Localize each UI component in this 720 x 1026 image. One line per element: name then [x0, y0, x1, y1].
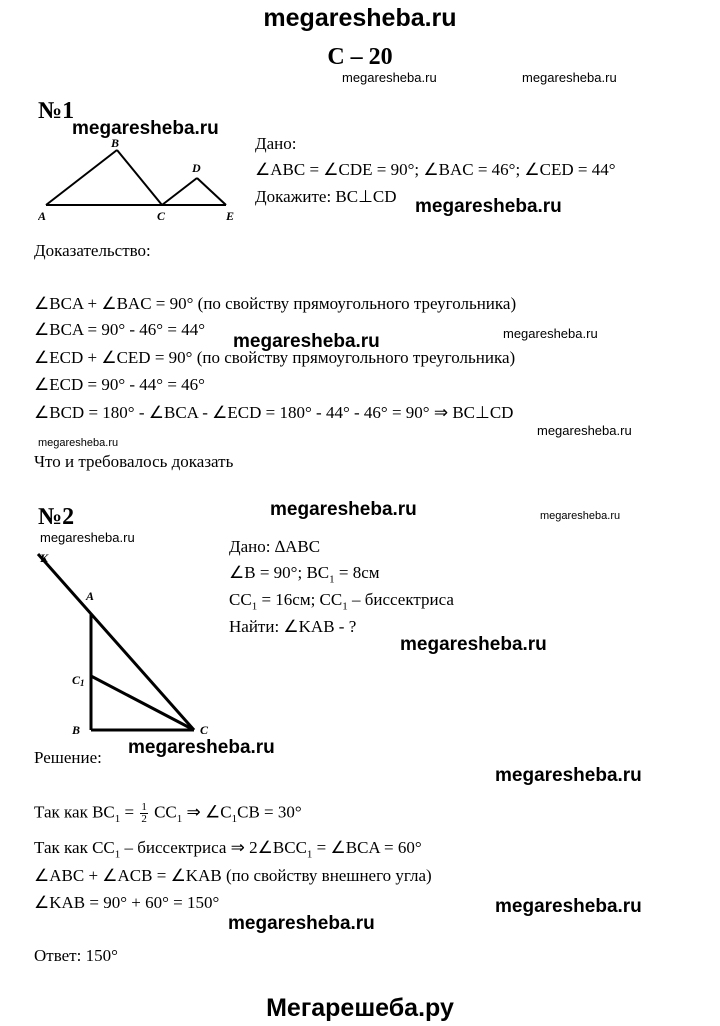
task1-proof-line: ∠BCD = 180° - ∠BCA - ∠ECD = 180° - 44° - 46° = 90° ⇒ BC⊥CD [34, 403, 514, 422]
task2-number: №2 [38, 504, 75, 530]
watermark: megaresheba.ru [415, 196, 562, 217]
task2-given-line1: ∠B = 90°; $BC_1 = 8см$ [229, 563, 380, 586]
label-d: D [192, 161, 201, 175]
segment-de [197, 178, 226, 205]
task2-solution-line4: ∠KAB = 90° + 60° = 150° [34, 893, 220, 912]
task1-proof-line: ∠BCA + ∠BAC = 90° (по свойству прямоугольного треугольника) [34, 294, 517, 313]
watermark: megaresheba.ru [72, 118, 219, 139]
task1-conclusion: Что и требовалось доказать [34, 452, 234, 471]
watermark: megaresheba.ru [38, 437, 119, 449]
task2-solution-label: Решение: [34, 748, 102, 767]
site-footer[interactable]: Мегарешеба.ру [266, 994, 454, 1022]
label-b: B [111, 136, 120, 150]
label-c: C [200, 723, 209, 737]
segment-bc [117, 150, 162, 205]
watermark: megaresheba.ru [503, 326, 598, 341]
segment-c1c [91, 676, 194, 730]
watermark: megaresheba.ru [537, 423, 632, 438]
watermark: megaresheba.ru [495, 765, 642, 786]
watermark: megaresheba.ru [270, 499, 417, 520]
watermark: megaresheba.ru [342, 70, 437, 85]
task1-prove: Докажите: BC⊥CD [255, 187, 397, 206]
label-a: A [38, 209, 47, 222]
site-header[interactable]: megaresheba.ru [263, 4, 457, 32]
section-title: С – 20 [327, 44, 393, 70]
segment-kc [38, 554, 194, 730]
watermark: megaresheba.ru [233, 331, 380, 352]
watermark: megaresheba.ru [522, 70, 617, 85]
label-a: A [86, 589, 95, 603]
task1-given-label: Дано: [255, 134, 297, 153]
task2-figure [30, 548, 220, 740]
task1-proof-line: ∠BCA = 90° - 46° = 44° [34, 320, 205, 339]
label-b: B [72, 723, 81, 737]
task1-proof-label: Доказательство: [34, 241, 151, 260]
label-c: C [157, 209, 166, 222]
watermark: megaresheba.ru [128, 737, 275, 758]
segment-ab [46, 150, 117, 205]
task2-answer: Ответ: 150° [34, 946, 118, 965]
watermark: megaresheba.ru [228, 913, 375, 934]
label-e: E [226, 209, 235, 222]
watermark: megaresheba.ru [40, 530, 135, 545]
label-c1: C1 [72, 673, 85, 688]
task2-given-label: Дано: ∆ABC [229, 537, 321, 556]
fraction-one-half: $\frac{1}{2}$ [141, 801, 147, 825]
task1-given: ∠ABC = ∠CDE = 90°; ∠BAC = 46°; ∠CED = 44° [255, 160, 616, 179]
task1-number: №1 [38, 98, 75, 124]
task2-solution-line1: Так как $BC_1$ = $\frac{1}{2}$ $CC_1$ ⇒ $\angle C_1CB = 30^\circ$ [34, 801, 302, 825]
watermark: megaresheba.ru [495, 896, 642, 917]
task1-figure [38, 136, 248, 222]
watermark: megaresheba.ru [400, 634, 547, 655]
task2-solution-line3: ∠ABC + ∠ACB = ∠KAB (по свойству внешнего угла) [34, 866, 432, 885]
task2-given-line2: $CC_1 = 16см$; $CC_1$ – биссектриса [229, 590, 454, 613]
segment-cd [162, 178, 197, 205]
task2-find: Найти: ∠KAB - ? [229, 617, 357, 636]
task2-solution-line2: Так как $CC_1$ – биссектриса ⇒ $2\angle BCC_1$ = ∠BCA = 60° [34, 838, 422, 861]
task1-proof-line: ∠ECD = 90° - 44° = 46° [34, 375, 205, 394]
watermark: megaresheba.ru [540, 510, 621, 522]
label-k: K [40, 551, 49, 565]
task1-proof-line: ∠ECD + ∠CED = 90° (по свойству прямоугольного треугольника) [34, 348, 516, 367]
